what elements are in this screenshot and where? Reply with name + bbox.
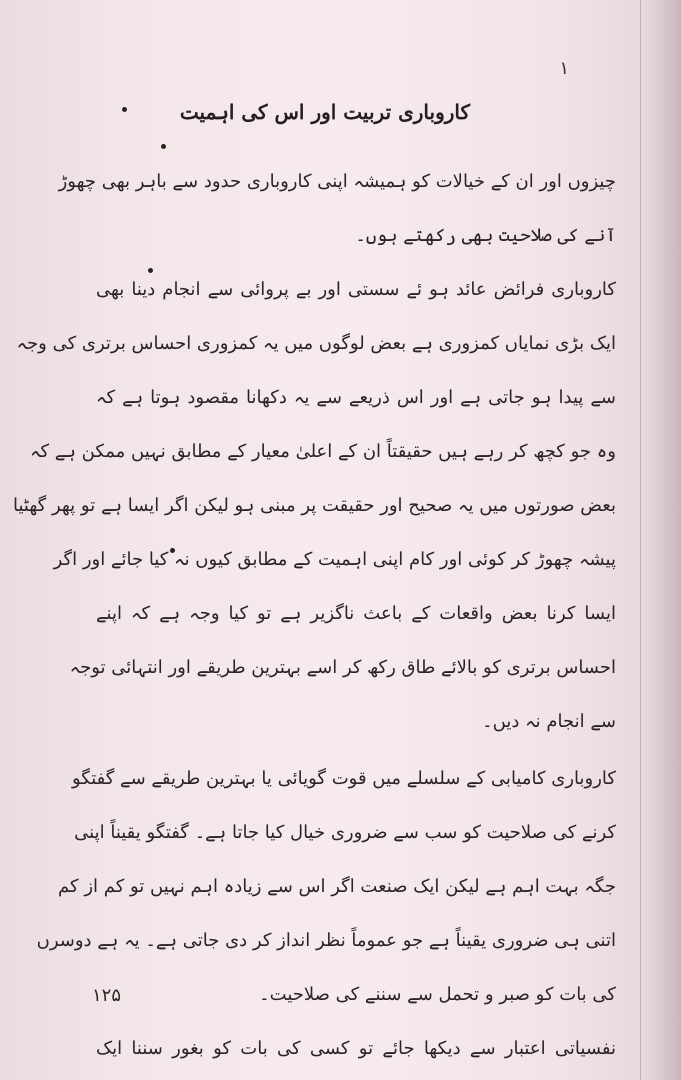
text-line: نفسیاتی اعتبار سے دیکھا جائے تو کسی کی بات کو بغور سننا ایک [96, 1038, 616, 1059]
text-line: اتنی ہی ضروری یقیناً ہے جو عموماً نظر انداز کر دی جاتی ہے۔ یہ ہے دوسرں [36, 930, 616, 951]
text-line: سے پیدا ہو جاتی ہے اور اس ذریعے سے یہ دکھانا مقصود ہوتا ہے کہ [96, 387, 616, 408]
text-line: جگہ بہت اہم ہے لیکن ایک صنعت اگر اس سے زیادہ اہم نہیں تو کم از کم [58, 876, 616, 897]
page-edge-shadow [647, 0, 681, 1080]
text-line: کاروباری کامیابی کے سلسلے میں قوت گویائی یا بہترین طریقے سے گفتگو [71, 768, 616, 789]
ink-dot [161, 144, 166, 149]
text-line: احساس برتری کو بالائے طاق رکھ کر اسے بہترین طریقے اور انتہائی توجہ [69, 657, 616, 678]
ink-dot [122, 107, 127, 112]
page-edge-line [640, 0, 641, 1080]
text-line: پیشہ چھوڑ کر کوئی اور کام اپنی اہمیت کے مطابق کیوں نہ کیا جائے اور اگر [53, 549, 616, 570]
text-line: ایسا کرنا بعض واقعات کے باعث ناگزیر ہے تو کیا وجہ ہے کہ اپنے [96, 603, 616, 624]
text-line: آنے کی صلاحیت بھی رکھتے ہوں۔ [355, 225, 616, 246]
text-line: بعض صورتوں میں یہ صحیح اور حقیقت پر مبنی ہو لیکن اگر ایسا ہے تو پھر گھٹیا [13, 495, 616, 516]
text-line: کرنے کی صلاحیت کو سب سے ضروری خیال کیا جاتا ہے۔ گفتگو یقیناً اپنی [74, 822, 616, 843]
body-text [13, 155, 616, 1076]
text-line: وہ جو کچھ کر رہے ہیں حقیقتاً ان کے اعلیٰ معیار کے مطابق نہیں ممکن ہے کہ [29, 441, 616, 462]
text-line: ایک بڑی نمایاں کمزوری ہے بعض لوگوں میں یہ کمزوری احساس برتری کی وجہ [16, 333, 616, 354]
top-mark: ۱ [559, 58, 569, 79]
text-line: کی بات کو صبر و تحمل سے سننے کی صلاحیت۔ [259, 984, 616, 1005]
text-line: کاروباری فرائض عائد ہو ئے سستی اور بے پروائی سے انجام دینا بھی [96, 279, 616, 300]
page-number: ۱۲۵ [92, 985, 122, 1006]
text-line: سے انجام نہ دیں۔ [482, 711, 616, 732]
text-line: چیزوں اور ان کے خیالات کو ہمیشہ اپنی کاروباری حدود سے باہر بھی چھوڑ [58, 171, 616, 192]
page-title: کاروباری تربیت اور اس کی اہمیت [179, 100, 470, 124]
